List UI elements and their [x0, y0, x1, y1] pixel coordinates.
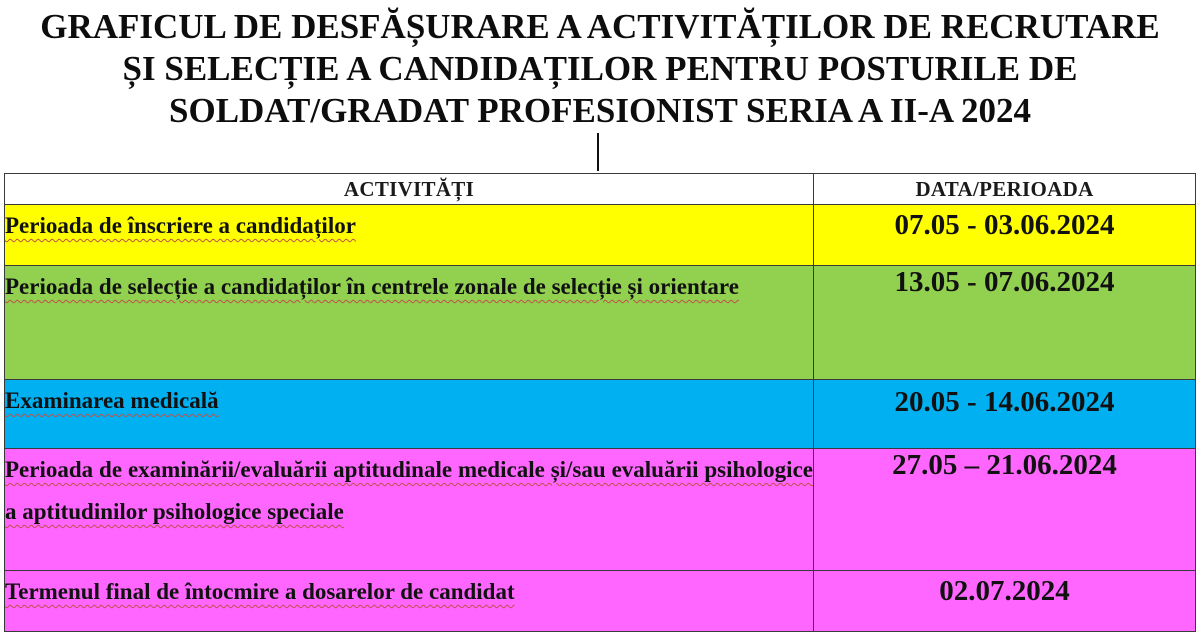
table-row — [5, 449, 1196, 571]
activity-cell — [5, 571, 814, 632]
activity-text: Perioada de selecție a candidaților în centrele zonale de selecție și orientare — [5, 274, 739, 299]
period-cell: 27.05 – 21.06.2024 — [814, 449, 1196, 571]
activity-text: Termenul final de întocmire a dosarelor de candidat — [5, 579, 515, 604]
title-line-3: SOLDAT/GRADAT PROFESIONIST SERIA A II-A 2024 — [169, 91, 1031, 130]
header-period: DATA/PERIOADA — [814, 174, 1196, 205]
table-row — [5, 266, 1196, 380]
table-row — [5, 380, 1196, 449]
period-cell: 07.05 - 03.06.2024 — [814, 205, 1196, 266]
activity-cell — [5, 266, 814, 380]
document-title — [0, 6, 1200, 132]
header-activities: ACTIVITĂȚI — [5, 174, 814, 205]
activity-cell — [5, 205, 814, 266]
activity-text: Examinarea medicală — [5, 388, 219, 413]
title-line-2: ȘI SELECȚIE A CANDIDAȚILOR PENTRU POSTURILE DE — [122, 49, 1078, 88]
schedule-table — [4, 173, 1196, 632]
period-cell: 20.05 - 14.06.2024 — [814, 380, 1196, 449]
activity-cell — [5, 380, 814, 449]
table-row — [5, 571, 1196, 632]
text-cursor — [597, 133, 599, 171]
period-cell: 02.07.2024 — [814, 571, 1196, 632]
table-row — [5, 205, 1196, 266]
activity-cell — [5, 449, 814, 571]
period-cell: 13.05 - 07.06.2024 — [814, 266, 1196, 380]
activity-text: Perioada de examinării/evaluării aptitudinale medicale și/sau evaluării psihologice a aptitudinilor psihologice speciale — [5, 457, 813, 524]
table-header-row — [5, 174, 1196, 205]
title-line-1: GRAFICUL DE DESFĂȘURARE A ACTIVITĂȚILOR DE RECRUTARE — [40, 7, 1160, 46]
activity-text: Perioada de înscriere a candidaților — [5, 213, 356, 238]
